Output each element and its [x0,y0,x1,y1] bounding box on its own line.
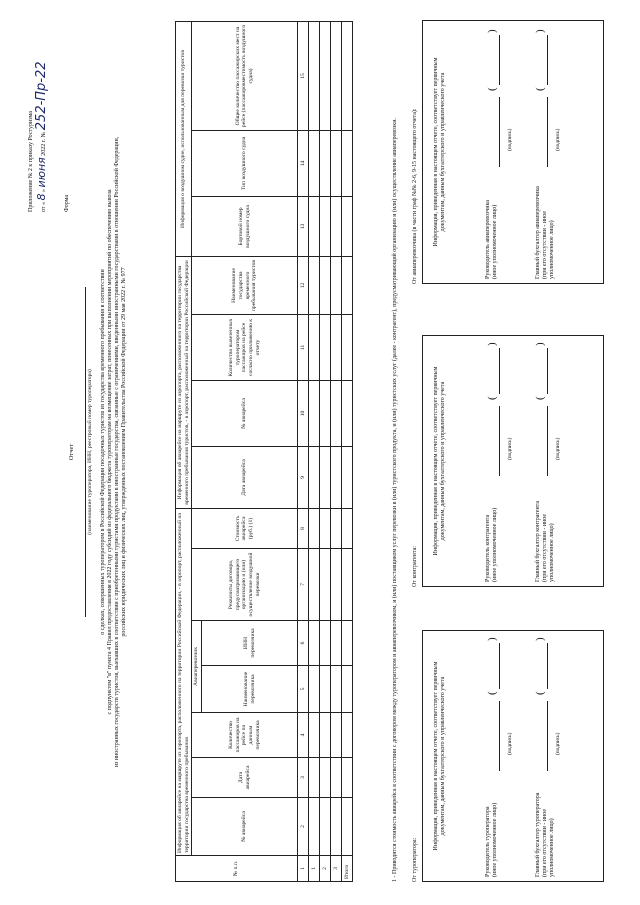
table-cell[interactable] [309,196,320,256]
table-cell[interactable] [309,130,320,196]
column-number: 7 [298,549,309,621]
table-cell[interactable] [331,758,342,798]
table-cell[interactable] [309,798,320,856]
aviation-acc-name-line[interactable] [547,35,548,85]
table-cell[interactable] [331,621,342,666]
total-label: Итого [342,856,353,882]
handwritten-month: июня [34,157,48,188]
form-label: Форма [63,194,70,212]
aviation-acc-label: Главный бухгалтер авиаперевозчика (при его отсутствии - иное уполномоченное лицо) [535,186,555,279]
subtitle-1: о сделках, совершенных туроператором в Российской Федерации посадочных туристов из государства временного пребывания в соответствии [99,269,106,635]
table-cell[interactable] [309,549,320,621]
col-header-10: № авиарейса [192,381,298,447]
contractor-acc-sign-label: (подпись) [555,437,561,460]
contractor-head-label: Руководитель контрагента (иное уполномоченное лицо) [485,507,498,582]
column-number: 3 [298,758,309,798]
appendix-block [28,17,71,212]
table-cell[interactable] [331,256,342,314]
table-cell[interactable] [342,130,353,196]
table-cell[interactable] [331,381,342,447]
operator-info: Информация, приведенная в настоящем отчете, соответствует первичным документам, данным бухгалтерского и управленческого учета [433,661,446,851]
table-cell[interactable] [309,509,320,549]
table-cell[interactable] [320,621,331,666]
operator-acc-sign-line[interactable] [547,701,548,771]
contractor-info: Информация, приведенная в настоящем отчете, соответствует первичным документам, данным бухгалтерского и управленческого учета [433,366,446,556]
operator-sign-label: (подпись) [507,732,513,755]
report-title: Отчет [68,443,75,461]
table-cell[interactable] [342,549,353,621]
table-cell[interactable] [309,758,320,798]
table-cell[interactable] [331,798,342,856]
col-header-15: Общее количество пассажирских мест на рейсе (пассажировместимость воздушного судна) [192,21,298,130]
appendix-line1: Приложение № 2 к приказу Ростуризма [28,111,34,212]
col-header-6: ИНН перевозчика [202,621,298,666]
table-row [331,21,342,881]
operator-head-name-line[interactable] [499,643,500,689]
table-cell[interactable] [309,713,320,758]
contractor-acc-sign-line[interactable] [547,406,548,476]
table-cell[interactable] [342,21,353,130]
aviation-heading: От авиаперевозчика (в части граф №№ 2-6, 9-15 настоящего отчета): [412,108,418,284]
table-cell[interactable] [309,256,320,314]
table-cell[interactable] [342,196,353,256]
column-number: 11 [298,315,309,381]
operator-acc-label: Главный бухгалтер туроператора (при его отсутствии - иное уполномоченное лицо) [535,792,555,877]
table-row [320,21,331,881]
handwritten-number: 252-Пр-22 [33,61,49,131]
column-number: 12 [298,256,309,314]
column-number: 5 [298,666,309,713]
column-number-row [298,21,309,881]
table-row [309,21,320,881]
col-header-14: Тип воздушного судна [192,130,298,196]
col-header-2: № авиарейса [192,798,298,856]
group-header-return: Информация об авиарейсе на маршруте из аэропорта, расположенного на территории государства временного пребывания туристов, - в аэропорт, расположенный на территории Российской Федерации [176,256,192,508]
aviation-head-label: Руководитель авиаперевозчика (иное уполномоченное лицо) [485,200,498,279]
contractor-head-name-line[interactable] [499,348,500,394]
aviation-acc-sign-line[interactable] [547,97,548,167]
contractor-acc-label: Главный бухгалтер контрагента (при его отсутствии - иное уполномоченное лицо) [535,500,555,582]
aviation-head-sign-line[interactable] [499,97,500,167]
operator-acc-name-line[interactable] [547,643,548,689]
aviation-sign-label: (подпись) [507,128,513,151]
table-cell[interactable] [320,509,331,549]
col-header-9: Дата авиарейса [192,447,298,509]
table-cell[interactable] [309,315,320,381]
col-header-1: № п.п. [176,856,298,882]
table-cell[interactable] [342,509,353,549]
operator-signature-box: Информация, приведенная в настоящем отчете, соответствует первичным документам, данным бухгалтерского и управленческого учета Руководитель туроператора (иное уполномоченное лицо) ( ) (подпись) Главный бухгалтер туроператора (при его отсутствии - иное уполномоченное лицо) ( ) (подпись) [422,630,604,882]
table-cell[interactable] [320,447,331,509]
table-cell[interactable] [331,447,342,509]
table-cell[interactable] [342,713,353,758]
table-cell[interactable] [331,666,342,713]
col-header-12: Наименование государства временного пребывания туристов [192,256,298,314]
group-header-aircraft: Информация о воздушном судне, использованным для перевозки туристов [176,21,192,256]
contractor-signature-box: Информация, приведенная в настоящем отчете, соответствует первичным документам, данным бухгалтерского и управленческого учета Руководитель контрагента (иное уполномоченное лицо) ( ) (подпись) Главный бухгалтер контрагента (при его отсутствии - иное уполномоченное лицо) ( ) (подпись) [422,335,604,587]
col-header-3: Дата авиарейса [192,758,298,798]
column-number: 9 [298,447,309,509]
table-cell[interactable] [331,196,342,256]
subtitle-3: из иностранных государств туристов, выехавших в соответствии с приобретенными туристами продуктами в иностранные государства, связанные с ограничениями, введенными иностранными государствами в отношении Российской Федерации, [113,136,120,768]
column-number: 10 [298,381,309,447]
table-total-row [342,21,353,881]
table-cell[interactable] [320,381,331,447]
appendix-line2: от « 8 » июня 2022 г. № 252-Пр-22 [33,61,49,212]
table-cell[interactable] [309,621,320,666]
column-number: 4 [298,713,309,758]
operator-placeholder: (наименование туроператора, ИНН, реестровый номер туроператора) [85,287,93,617]
column-number: 1 [298,856,309,882]
col-header-5: Наименование перевозчика [202,666,298,713]
table-cell[interactable] [320,798,331,856]
column-number: 2 [298,798,309,856]
table-cell[interactable] [342,256,353,314]
table-cell[interactable] [309,21,320,130]
group-header-route: Информация об авиарейсе на маршруте из аэропорта, расположенного на территории Российской Федерации, - в аэропорт, расположенный на территории государства временного пребывания [176,509,192,856]
table-cell[interactable] [331,713,342,758]
contractor-acc-name-line[interactable] [547,348,548,394]
column-number: 15 [298,21,309,130]
table-cell[interactable] [331,549,342,621]
table-cell[interactable] [342,315,353,381]
col-header-13: Бортовой номер воздушного судна [192,196,298,256]
column-number: 14 [298,130,309,196]
table-cell[interactable] [342,666,353,713]
col-header-7: Реквизиты договора, предусматривающего организацию и (или) осуществление воздушной перевозки [192,549,298,621]
table-cell[interactable] [320,196,331,256]
table-cell[interactable] [331,509,342,549]
table-cell[interactable] [331,130,342,196]
report-table [175,21,353,882]
row-number: 2 [320,856,331,882]
column-number: 13 [298,196,309,256]
table-cell[interactable] [331,315,342,381]
operator-heading: От туроператора: [412,837,418,882]
subgroup-aviaperevozchik: Авиаперевозчик [192,621,202,713]
aviation-info: Информация, приведенная в настоящем отчете, соответствует первичным документам, данным бухгалтерского и управленческого учета [433,57,446,247]
aviation-signature-box: Информация, приведенная в настоящем отчете, соответствует первичным документам, данным бухгалтерского и управленческого учета Руководитель авиаперевозчика (иное уполномоченное лицо) ( ) (подпись) Главный бухгалтер авиаперевозчика (при его отсутствии - иное уполномоченное лицо) ( ) (подпись) [422,20,604,284]
col-header-8: Стоимость авиарейса (руб.) (1) [192,509,298,549]
table-cell[interactable] [331,21,342,130]
table-cell[interactable] [342,798,353,856]
table-cell[interactable] [309,666,320,713]
handwritten-day: 8 [34,193,48,201]
aviation-head-name-line[interactable] [499,35,500,85]
subtitle-4: российских юридических лиц и физических лиц, утвержденных постановлением Правительства Российской Федерации от 29 мая 2022 г. № 977 [120,267,127,637]
table-cell[interactable] [342,621,353,666]
contractor-heading: От контрагента: [412,546,418,587]
column-number: 6 [298,621,309,666]
table-cell[interactable] [320,256,331,314]
row-number: 3 [331,856,342,882]
table-cell[interactable] [320,21,331,130]
column-number: 8 [298,509,309,549]
aviation-acc-sign-label: (подпись) [555,128,561,151]
table-cell[interactable] [320,315,331,381]
operator-head-sign-line[interactable] [499,701,500,771]
col-header-11: Количество вывезенных туроператором пассажиров на рейсе согласно приложению к отчету [192,315,298,381]
table-cell[interactable] [320,713,331,758]
operator-acc-sign-label: (подпись) [555,732,561,755]
col-header-4: Количество пассажиров на рейсе по данным перевозчика [192,713,298,758]
operator-head-label: Руководитель туроператора (иное уполномоченное лицо) [485,802,498,877]
table-cell[interactable] [320,758,331,798]
footnote: 1 - Приводится стоимость авиарейса в соответствии с договором между туроператором и авиаперевозчиком, и (или) поставщиком услуг перевозки в (или) туристского продукта, и (или) туристских услуг (далее - контрагент), предусматривающий организацию и (или) осуществление авиаперевозки. [392,118,398,882]
table-cell[interactable] [309,381,320,447]
table-cell[interactable] [342,447,353,509]
contractor-sign-label: (подпись) [507,437,513,460]
table-cell[interactable] [342,758,353,798]
table-cell[interactable] [320,549,331,621]
row-number: 1 [309,856,320,882]
table-cell[interactable] [309,447,320,509]
subtitle-2: с подпунктом "в" пункта 4 Правил предоставления в 2022 году субсидий из федерального бюджета туроператорам на возмещение затрат, понесенных при выполнении мероприятий по обеспечению вывоза [106,189,113,715]
contractor-head-sign-line[interactable] [499,406,500,476]
table-cell[interactable] [342,381,353,447]
document-sheet [20,12,620,892]
table-cell[interactable] [320,666,331,713]
title-block [68,92,127,812]
table-cell[interactable] [320,130,331,196]
